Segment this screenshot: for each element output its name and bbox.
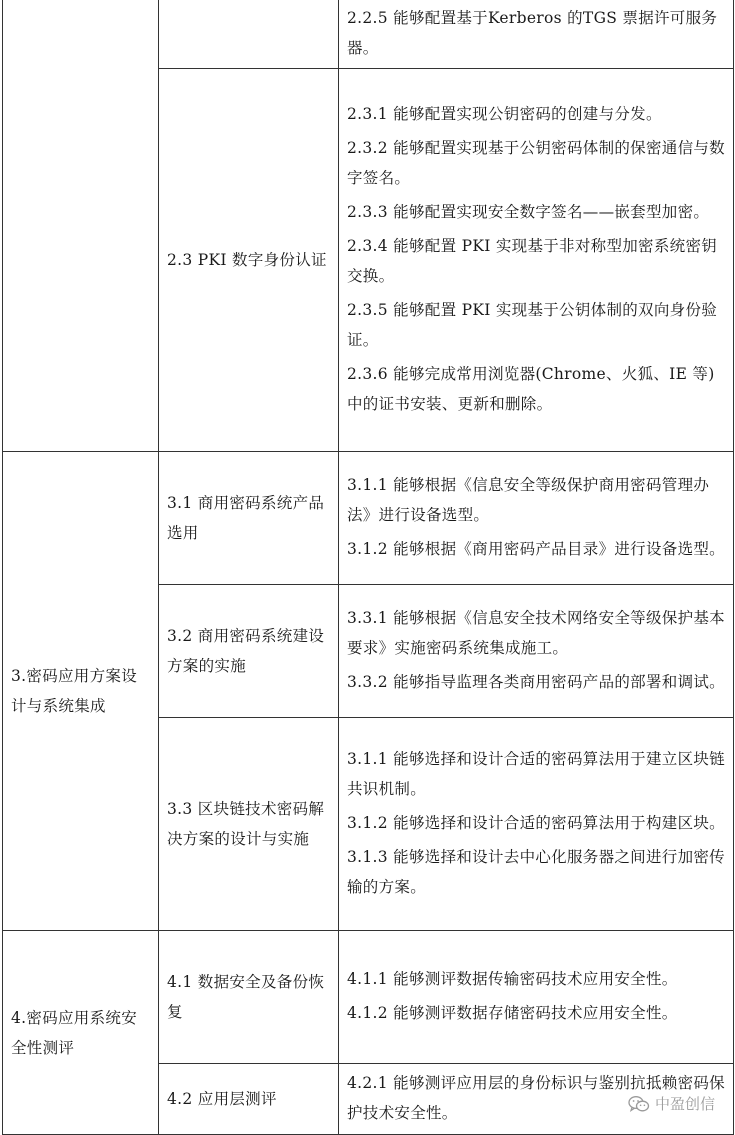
requirement-item: 4.1.1 能够测评数据传输密码技术应用安全性。 bbox=[347, 970, 678, 988]
sub-cell bbox=[159, 69, 339, 452]
requirement-item: 3.1.1 能够根据《信息安全等级保护商用密码管理办法》进行设备选型。 bbox=[347, 476, 710, 524]
area-cell bbox=[3, 452, 159, 931]
sub-label: 3.2 商用密码系统建设方案的实施 bbox=[167, 627, 325, 675]
requirement-item: 3.1.2 能够选择和设计合适的密码算法用于构建区块。 bbox=[347, 814, 725, 832]
requirements-cell bbox=[339, 931, 734, 1064]
table-row bbox=[3, 452, 734, 585]
area-label: 3.密码应用方案设计与系统集成 bbox=[11, 667, 137, 715]
area-cell bbox=[3, 0, 159, 452]
sub-cell bbox=[159, 452, 339, 585]
requirements-cell bbox=[339, 718, 734, 931]
sub-cell bbox=[159, 0, 339, 69]
sub-cell bbox=[159, 931, 339, 1064]
watermark-text: 中盈创信 bbox=[654, 1095, 715, 1113]
competency-table bbox=[2, 0, 734, 1135]
requirement-item: 2.3.3 能够配置实现安全数字签名——嵌套型加密。 bbox=[347, 203, 710, 221]
requirement-item: 3.1.2 能够根据《商用密码产品目录》进行设备选型。 bbox=[347, 540, 725, 558]
sub-cell bbox=[159, 585, 339, 718]
requirement-item: 2.3.5 能够配置 PKI 实现基于公钥体制的双向身份验证。 bbox=[347, 301, 718, 349]
requirement-item: 4.1.2 能够测评数据存储密码技术应用安全性。 bbox=[347, 1004, 678, 1022]
sub-label: 4.2 应用层测评 bbox=[167, 1090, 277, 1108]
requirement-item: 2.3.1 能够配置实现公钥密码的创建与分发。 bbox=[347, 105, 662, 123]
sub-label: 3.1 商用密码系统产品选用 bbox=[167, 494, 325, 542]
table-row bbox=[3, 931, 734, 1064]
area-cell bbox=[3, 931, 159, 1135]
requirement-item: 3.3.1 能够根据《信息安全技术网络安全等级保护基本要求》实施密码系统集成施工。 bbox=[347, 609, 725, 657]
requirement-item: 2.3.6 能够完成常用浏览器(Chrome、火狐、IE 等)中的证书安装、更新和删除。 bbox=[347, 365, 715, 413]
area-label: 4.密码应用系统安全性测评 bbox=[11, 1008, 137, 1057]
sub-label: 4.1 数据安全及备份恢复 bbox=[167, 973, 325, 1021]
requirements-cell bbox=[339, 0, 734, 69]
sub-label: 2.3 PKI 数字身份认证 bbox=[167, 251, 327, 269]
requirement-item: 2.2.5 能够配置基于Kerberos 的TGS 票据许可服务器。 bbox=[347, 9, 718, 57]
requirements-cell bbox=[339, 585, 734, 718]
requirement-item: 2.3.4 能够配置 PKI 实现基于非对称型加密系统密钥交换。 bbox=[347, 237, 718, 285]
sub-cell bbox=[159, 1064, 339, 1135]
requirements-cell bbox=[339, 452, 734, 585]
requirements-cell bbox=[339, 69, 734, 452]
requirement-item: 4.2.1 能够测评应用层的身份标识与鉴别抗抵赖密码保护技术安全性。 bbox=[347, 1074, 725, 1122]
requirement-item: 3.1.1 能够选择和设计合适的密码算法用于建立区块链共识机制。 bbox=[347, 750, 725, 798]
sub-label: 3.3 区块链技术密码解决方案的设计与实施 bbox=[167, 800, 325, 848]
wechat-icon bbox=[628, 1095, 650, 1113]
sub-cell bbox=[159, 718, 339, 931]
requirement-item: 2.3.2 能够配置实现基于公钥密码体制的保密通信与数字签名。 bbox=[347, 139, 725, 187]
requirement-item: 3.3.2 能够指导监理各类商用密码产品的部署和调试。 bbox=[347, 673, 725, 691]
table-row bbox=[3, 0, 734, 69]
watermark bbox=[628, 1093, 715, 1114]
requirement-item: 3.1.3 能够选择和设计去中心化服务器之间进行加密传输的方案。 bbox=[347, 848, 725, 896]
